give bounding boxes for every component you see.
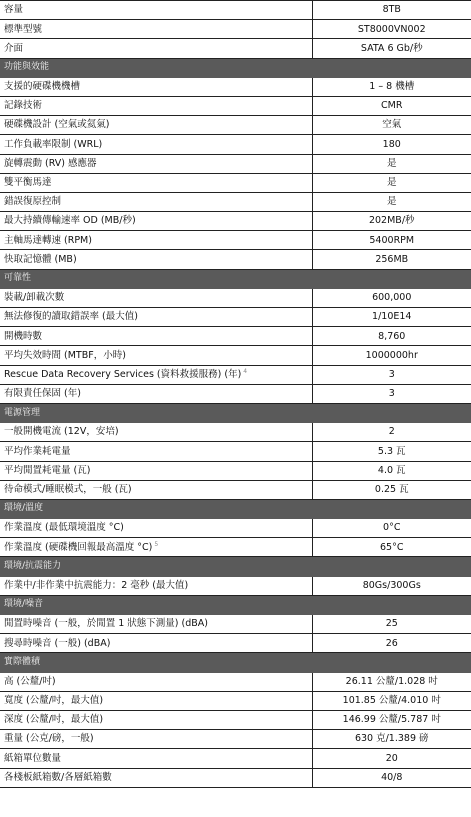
spec-label-cell xyxy=(0,1,312,20)
spec-row xyxy=(0,480,471,499)
spec-value: 256MB xyxy=(312,250,471,269)
spec-label: 平均閒置耗電量 (瓦) xyxy=(4,464,91,476)
spec-label-cell xyxy=(0,710,312,729)
spec-label-cell xyxy=(0,173,312,192)
spec-row xyxy=(0,749,471,768)
spec-row xyxy=(0,691,471,710)
section-title: 可靠性 xyxy=(0,269,471,288)
spec-value: 4.0 瓦 xyxy=(312,461,471,480)
spec-value: 是 xyxy=(312,173,471,192)
spec-value: 5.3 瓦 xyxy=(312,442,471,461)
spec-row xyxy=(0,231,471,250)
spec-row xyxy=(0,346,471,365)
spec-row xyxy=(0,39,471,58)
spec-value: SATA 6 Gb/秒 xyxy=(312,39,471,58)
spec-value: 630 克/1.389 磅 xyxy=(312,730,471,749)
spec-label: 最大持續傳輸速率 OD (MB/秒) xyxy=(4,215,136,227)
spec-row xyxy=(0,615,471,634)
spec-label: 平均失效時間 (MTBF，小時) xyxy=(4,349,126,361)
spec-label-cell xyxy=(0,39,312,58)
spec-label-cell xyxy=(0,749,312,768)
spec-label: 重量 (公克/磅，一般) xyxy=(4,733,94,745)
spec-label-cell xyxy=(0,327,312,346)
spec-label-cell xyxy=(0,423,312,442)
section-header xyxy=(0,403,471,422)
section-title: 功能與效能 xyxy=(0,58,471,77)
spec-label-cell xyxy=(0,231,312,250)
spec-row xyxy=(0,308,471,327)
spec-label-cell xyxy=(0,384,312,403)
section-header xyxy=(0,269,471,288)
spec-label: 主軸馬達轉速 (RPM) xyxy=(4,234,92,246)
spec-value: 是 xyxy=(312,192,471,211)
spec-label-cell xyxy=(0,346,312,365)
spec-label-cell xyxy=(0,672,312,691)
spec-value: 5400RPM xyxy=(312,231,471,250)
spec-label: 待命模式/睡眠模式，一般 (瓦) xyxy=(4,484,132,496)
section-title: 環境/抗震能力 xyxy=(0,557,471,576)
spec-value: 空氣 xyxy=(312,116,471,135)
spec-label-cell xyxy=(0,730,312,749)
spec-value: 80Gs/300Gs xyxy=(312,576,471,595)
section-header xyxy=(0,58,471,77)
spec-label-cell xyxy=(0,576,312,595)
spec-label: Rescue Data Recovery Services (資料救援服務) (年) xyxy=(4,369,242,381)
spec-label-cell xyxy=(0,634,312,653)
spec-row xyxy=(0,212,471,231)
footnote-marker: 4 xyxy=(243,368,248,376)
spec-label-cell xyxy=(0,135,312,154)
spec-label: 標準型號 xyxy=(4,23,43,35)
spec-value: 1 – 8 機槽 xyxy=(312,77,471,96)
spec-label: 錯誤復原控制 xyxy=(4,196,62,208)
spec-label: 作業溫度 (最低環境溫度 °C) xyxy=(4,522,124,534)
spec-label-cell xyxy=(0,20,312,39)
spec-label-cell xyxy=(0,480,312,499)
spec-value: 1/10E14 xyxy=(312,308,471,327)
spec-label: 裝載/卸載次數 xyxy=(4,292,65,304)
spec-value: 3 xyxy=(312,384,471,403)
spec-label-cell xyxy=(0,615,312,634)
spec-value: 600,000 xyxy=(312,288,471,307)
spec-row xyxy=(0,519,471,538)
spec-label: 旋轉震動 (RV) 感應器 xyxy=(4,157,97,169)
spec-value: 8TB xyxy=(312,1,471,20)
spec-label-cell xyxy=(0,116,312,135)
spec-value: 180 xyxy=(312,135,471,154)
spec-value: 65°C xyxy=(312,538,471,557)
spec-value: 8,760 xyxy=(312,327,471,346)
spec-row xyxy=(0,1,471,20)
spec-label-cell xyxy=(0,77,312,96)
spec-value: 0.25 瓦 xyxy=(312,480,471,499)
spec-label: 各棧板紙箱數/各層紙箱數 xyxy=(4,771,112,783)
spec-value: 101.85 公釐/4.010 吋 xyxy=(312,691,471,710)
spec-row xyxy=(0,710,471,729)
spec-label-cell xyxy=(0,288,312,307)
spec-row xyxy=(0,192,471,211)
spec-value: 26 xyxy=(312,634,471,653)
spec-label: 無法修復的讀取錯誤率 (最大值) xyxy=(4,311,138,323)
spec-row xyxy=(0,538,471,557)
spec-label: 平均作業耗電量 xyxy=(4,445,71,457)
spec-row xyxy=(0,442,471,461)
footnote-marker: 5 xyxy=(154,541,159,549)
spec-row xyxy=(0,154,471,173)
spec-label-cell xyxy=(0,519,312,538)
spec-value: 是 xyxy=(312,154,471,173)
spec-row xyxy=(0,634,471,653)
spec-label: 硬碟機設計 (空氣或氦氣) xyxy=(4,119,110,131)
spec-value: 0°C xyxy=(312,519,471,538)
spec-row xyxy=(0,384,471,403)
spec-label: 有限責任保固 (年) xyxy=(4,388,81,400)
spec-label-cell xyxy=(0,192,312,211)
section-header xyxy=(0,557,471,576)
spec-label: 快取記憶體 (MB) xyxy=(4,253,77,265)
spec-row xyxy=(0,672,471,691)
spec-row xyxy=(0,135,471,154)
spec-row xyxy=(0,20,471,39)
spec-row xyxy=(0,116,471,135)
spec-label: 搜尋時噪音 (一般) (dBA) xyxy=(4,637,111,649)
spec-label-cell xyxy=(0,212,312,231)
spec-label-cell xyxy=(0,768,312,787)
spec-label: 介面 xyxy=(4,42,24,54)
section-header xyxy=(0,653,471,672)
spec-label: 高 (公釐/吋) xyxy=(4,675,56,687)
spec-row xyxy=(0,730,471,749)
section-title: 環境/噪音 xyxy=(0,595,471,614)
spec-label: 一般開機電流 (12V，安培) xyxy=(4,426,119,438)
section-header xyxy=(0,499,471,518)
spec-label-cell xyxy=(0,96,312,115)
spec-label: 工作負載率限制 (WRL) xyxy=(4,138,103,150)
spec-label: 記錄技術 xyxy=(4,100,43,112)
spec-label-cell xyxy=(0,461,312,480)
spec-row xyxy=(0,768,471,787)
spec-value: 3 xyxy=(312,365,471,384)
section-header xyxy=(0,595,471,614)
spec-label: 開機時數 xyxy=(4,330,43,342)
spec-row xyxy=(0,576,471,595)
spec-row xyxy=(0,77,471,96)
spec-label-cell xyxy=(0,250,312,269)
spec-value: 40/8 xyxy=(312,768,471,787)
spec-label: 支援的硬碟機機槽 xyxy=(4,81,81,93)
section-title: 電源管理 xyxy=(0,403,471,422)
spec-row xyxy=(0,250,471,269)
spec-value: 202MB/秒 xyxy=(312,212,471,231)
spec-label: 閒置時噪音 (一般，於閒置 1 狀態下測量) (dBA) xyxy=(4,618,208,630)
spec-label-cell xyxy=(0,308,312,327)
spec-row xyxy=(0,96,471,115)
spec-row xyxy=(0,423,471,442)
spec-label: 紙箱單位數量 xyxy=(4,752,62,764)
spec-row xyxy=(0,288,471,307)
spec-label: 作業溫度 (硬碟機回報最高溫度 °C) xyxy=(4,542,153,554)
spec-table-body xyxy=(0,1,471,788)
spec-row xyxy=(0,173,471,192)
spec-label: 雙平衡馬達 xyxy=(4,177,52,189)
spec-label: 寬度 (公釐/吋，最大值) xyxy=(4,695,104,707)
spec-label: 作業中/非作業中抗震能力：2 毫秒 (最大值) xyxy=(4,579,189,591)
spec-row xyxy=(0,461,471,480)
spec-value: ST8000VN002 xyxy=(312,20,471,39)
spec-row xyxy=(0,327,471,346)
spec-value: 146.99 公釐/5.787 吋 xyxy=(312,710,471,729)
spec-value: 1000000hr xyxy=(312,346,471,365)
spec-label-cell xyxy=(0,538,312,557)
spec-row xyxy=(0,365,471,384)
section-title: 實際體積 xyxy=(0,653,471,672)
spec-label-cell xyxy=(0,365,312,384)
spec-value: 26.11 公釐/1.028 吋 xyxy=(312,672,471,691)
spec-label: 深度 (公釐/吋，最大值) xyxy=(4,714,104,726)
spec-label-cell xyxy=(0,691,312,710)
spec-value: CMR xyxy=(312,96,471,115)
section-title: 環境/溫度 xyxy=(0,499,471,518)
spec-value: 2 xyxy=(312,423,471,442)
spec-label-cell xyxy=(0,442,312,461)
spec-label-cell xyxy=(0,154,312,173)
spec-label: 容量 xyxy=(4,4,24,16)
spec-value: 20 xyxy=(312,749,471,768)
spec-value: 25 xyxy=(312,615,471,634)
